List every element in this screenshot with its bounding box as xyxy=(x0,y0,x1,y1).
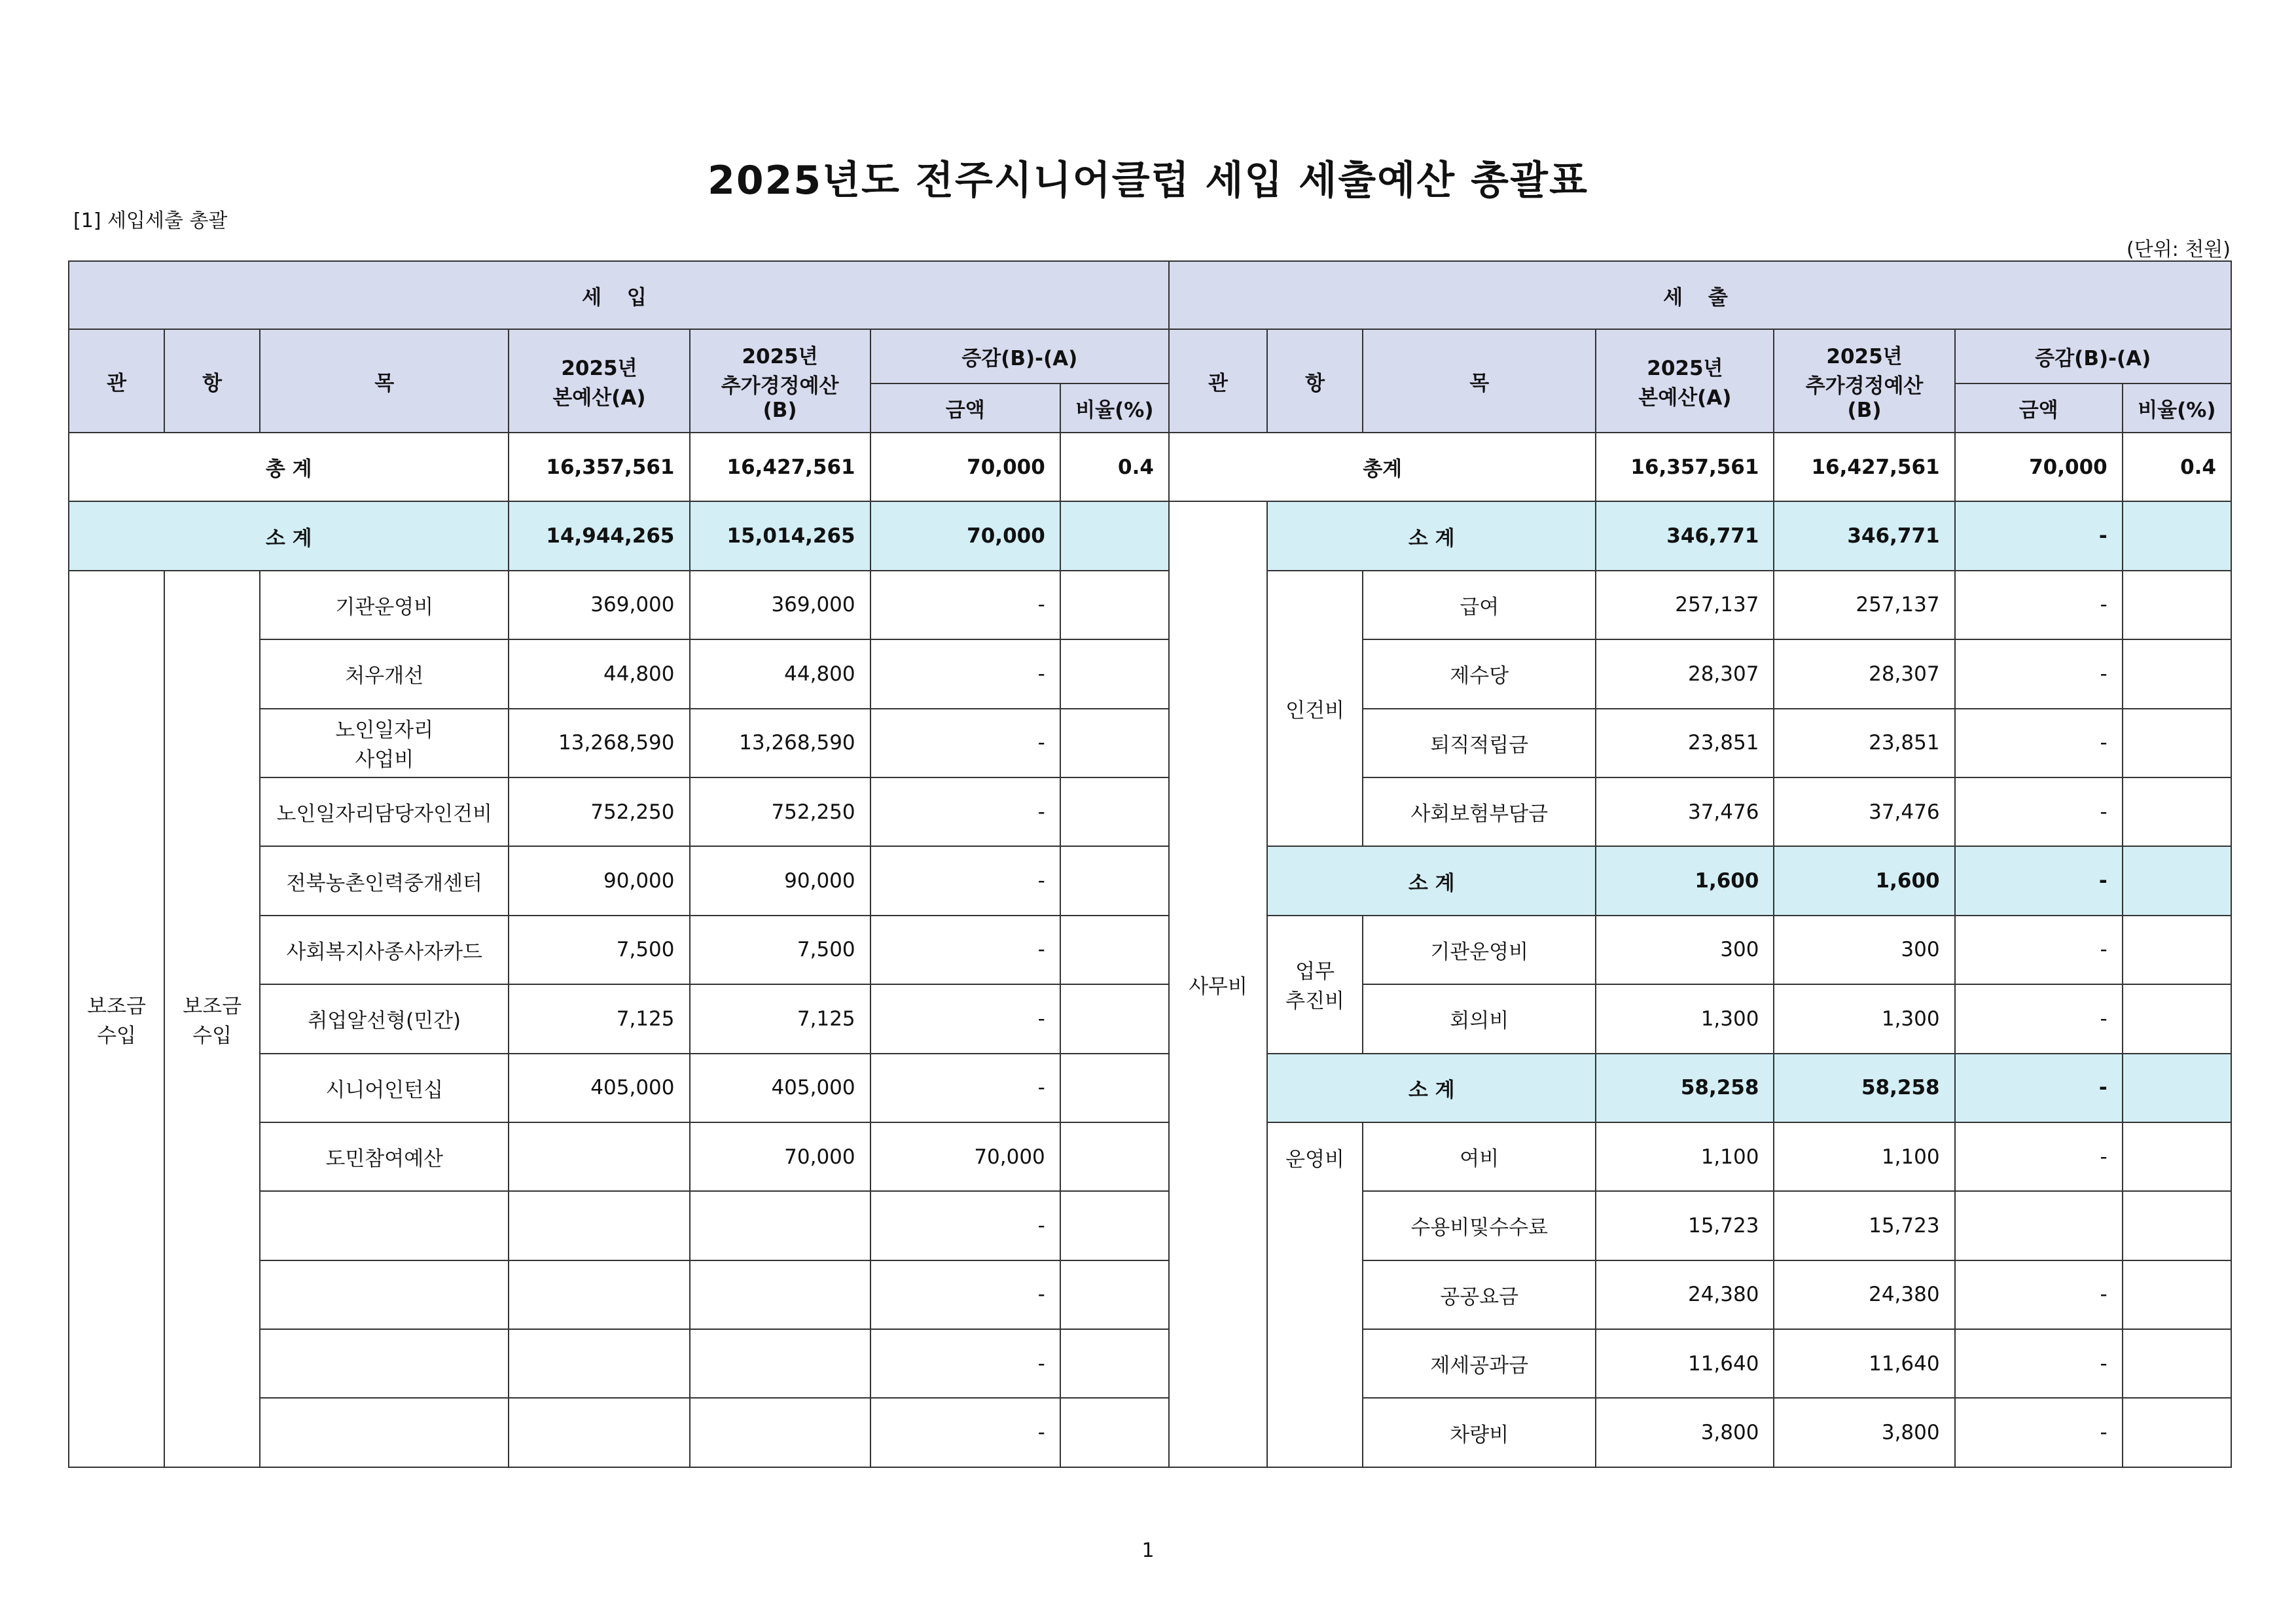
rev-total-b: 16,427,561 xyxy=(690,433,870,501)
exp-amount: - xyxy=(1955,984,2123,1053)
revenue-header: 세 입 xyxy=(69,261,1169,329)
rev-b: 7,125 xyxy=(690,984,870,1053)
exp-b: 1,300 xyxy=(1774,984,1954,1053)
exp-mok: 수용비및수수료 xyxy=(1363,1191,1596,1260)
rev-amount: - xyxy=(870,1398,1060,1467)
exp-a: 37,476 xyxy=(1596,777,1774,846)
rev-col-gwan: 관 xyxy=(69,329,164,433)
exp-b: 23,851 xyxy=(1774,709,1954,777)
exp-gwan: 사무비 xyxy=(1169,501,1267,1467)
rev-ratio xyxy=(1060,846,1169,915)
exp-ratio xyxy=(2123,1122,2231,1191)
rev-col-budget-a xyxy=(509,329,689,433)
rev-total-label: 총 계 xyxy=(69,433,509,501)
exp-subtotal-a: 58,258 xyxy=(1596,1054,1774,1122)
page-number: 1 xyxy=(1141,1539,1155,1562)
rev-b: 44,800 xyxy=(690,639,870,708)
exp-total-a: 16,357,561 xyxy=(1596,433,1774,501)
rev-amount: - xyxy=(870,1329,1060,1398)
exp-a: 257,137 xyxy=(1596,571,1774,639)
exp-subtotal-amount: - xyxy=(1955,846,2123,915)
exp-col-budget-a-year: 2025년 xyxy=(1647,357,1723,381)
exp-amount: - xyxy=(1955,1329,2123,1398)
rev-a: 405,000 xyxy=(509,1054,689,1122)
rev-total-amount: 70,000 xyxy=(870,433,1060,501)
rev-mok: 전북농촌인력중개센터 xyxy=(260,846,509,915)
rev-amount: - xyxy=(870,571,1060,639)
exp-subtotal-b: 346,771 xyxy=(1774,501,1954,570)
rev-hang: 보조금 수입 xyxy=(164,571,260,1467)
exp-a: 28,307 xyxy=(1596,639,1774,708)
exp-mok: 제세공과금 xyxy=(1363,1329,1596,1398)
exp-subtotal-amount: - xyxy=(1955,1054,2123,1122)
exp-mok: 차량비 xyxy=(1363,1398,1596,1467)
rev-ratio xyxy=(1060,571,1169,639)
exp-subtotal-a: 1,600 xyxy=(1596,846,1774,915)
exp-total-label: 총계 xyxy=(1169,433,1596,501)
table-row xyxy=(69,846,2231,915)
rev-a: 7,125 xyxy=(509,984,689,1053)
rev-ratio xyxy=(1060,1398,1169,1467)
exp-amount: - xyxy=(1955,639,2123,708)
exp-amount: - xyxy=(1955,709,2123,777)
exp-col-amount: 금액 xyxy=(1955,383,2123,433)
exp-mok: 기관운영비 xyxy=(1363,916,1596,984)
exp-col-mok: 목 xyxy=(1363,329,1596,433)
rev-mok: 도민참여예산 xyxy=(260,1122,509,1191)
rev-b: 7,500 xyxy=(690,916,870,984)
exp-col-budget-b xyxy=(1774,329,1954,433)
exp-hang: 운영비 xyxy=(1267,1122,1363,1467)
rev-amount: - xyxy=(870,777,1060,846)
exp-a: 15,723 xyxy=(1596,1191,1774,1260)
rev-subtotal-label: 소 계 xyxy=(69,501,509,570)
exp-amount: - xyxy=(1955,1398,2123,1467)
budget-summary-table xyxy=(68,260,2232,1468)
page-title: 2025년도 전주시니어클럽 세입 세출예산 총괄표 xyxy=(708,158,1588,204)
exp-subtotal-label: 소 계 xyxy=(1267,846,1596,915)
exp-b: 37,476 xyxy=(1774,777,1954,846)
exp-a: 300 xyxy=(1596,916,1774,984)
rev-a: 7,500 xyxy=(509,916,689,984)
exp-subtotal-b: 58,258 xyxy=(1774,1054,1954,1122)
rev-a: 90,000 xyxy=(509,846,689,915)
rev-b: 752,250 xyxy=(690,777,870,846)
exp-mok: 사회보험부담금 xyxy=(1363,777,1596,846)
exp-a: 11,640 xyxy=(1596,1329,1774,1398)
rev-b xyxy=(690,1329,870,1398)
table-row xyxy=(69,709,2231,777)
exp-hang: 인건비 xyxy=(1267,571,1363,847)
exp-subtotal-a: 346,771 xyxy=(1596,501,1774,570)
rev-b xyxy=(690,1260,870,1329)
exp-ratio xyxy=(2123,916,2231,984)
rev-total-ratio: 0.4 xyxy=(1060,433,1169,501)
rev-total-a: 16,357,561 xyxy=(509,433,689,501)
exp-mok: 여비 xyxy=(1363,1122,1596,1191)
exp-b: 24,380 xyxy=(1774,1260,1954,1329)
table-row xyxy=(69,571,2231,639)
exp-ratio xyxy=(2123,1260,2231,1329)
exp-amount: - xyxy=(1955,916,2123,984)
rev-a: 752,250 xyxy=(509,777,689,846)
exp-col-change: 증감(B)-(A) xyxy=(1955,329,2231,383)
exp-b: 257,137 xyxy=(1774,571,1954,639)
exp-subtotal-b: 1,600 xyxy=(1774,846,1954,915)
exp-col-budget-a-name: 본예산(A) xyxy=(1638,386,1732,410)
rev-mok xyxy=(260,1260,509,1329)
rev-mok: 취업알선형(민간) xyxy=(260,984,509,1053)
exp-mok: 공공요금 xyxy=(1363,1260,1596,1329)
table-row xyxy=(69,1260,2231,1329)
exp-amount: - xyxy=(1955,1260,2123,1329)
rev-ratio xyxy=(1060,1329,1169,1398)
exp-amount: - xyxy=(1955,571,2123,639)
rev-col-budget-b-year: 2025년 xyxy=(742,345,818,369)
rev-amount: - xyxy=(870,846,1060,915)
rev-col-hang: 항 xyxy=(164,329,260,433)
rev-ratio xyxy=(1060,709,1169,777)
exp-col-hang: 항 xyxy=(1267,329,1363,433)
rev-amount: - xyxy=(870,984,1060,1053)
exp-b: 3,800 xyxy=(1774,1398,1954,1467)
exp-col-budget-b-name: 추가경정예산(B) xyxy=(1805,374,1924,423)
rev-amount: - xyxy=(870,639,1060,708)
rev-mok xyxy=(260,1191,509,1260)
exp-a: 1,300 xyxy=(1596,984,1774,1053)
rev-subtotal-ratio xyxy=(1060,501,1169,570)
exp-subtotal-ratio xyxy=(2123,1054,2231,1122)
exp-total-amount: 70,000 xyxy=(1955,433,2123,501)
table-row xyxy=(69,1122,2231,1191)
rev-a: 44,800 xyxy=(509,639,689,708)
rev-ratio xyxy=(1060,916,1169,984)
exp-mok: 회의비 xyxy=(1363,984,1596,1053)
exp-col-budget-a xyxy=(1596,329,1774,433)
exp-subtotal-ratio xyxy=(2123,846,2231,915)
rev-mok: 기관운영비 xyxy=(260,571,509,639)
rev-amount: - xyxy=(870,1054,1060,1122)
exp-col-ratio: 비율(%) xyxy=(2123,383,2231,433)
exp-ratio xyxy=(2123,571,2231,639)
unit-label: (단위: 천원) xyxy=(2126,238,2231,261)
rev-subtotal-amount: 70,000 xyxy=(870,501,1060,570)
rev-mok xyxy=(260,1398,509,1467)
rev-mok: 노인일자리 사업비 xyxy=(260,709,509,777)
exp-ratio xyxy=(2123,709,2231,777)
exp-b: 28,307 xyxy=(1774,639,1954,708)
rev-a xyxy=(509,1329,689,1398)
rev-ratio xyxy=(1060,639,1169,708)
rev-gwan: 보조금 수입 xyxy=(69,571,164,1467)
section-label: [1] 세입세출 총괄 xyxy=(73,209,228,232)
table-row xyxy=(69,639,2231,708)
table-row xyxy=(69,1329,2231,1398)
exp-total-ratio: 0.4 xyxy=(2123,433,2231,501)
exp-a: 24,380 xyxy=(1596,1260,1774,1329)
exp-mok: 급여 xyxy=(1363,571,1596,639)
rev-subtotal-a: 14,944,265 xyxy=(509,501,689,570)
rev-mok: 노인일자리담당자인건비 xyxy=(260,777,509,846)
rev-col-mok: 목 xyxy=(260,329,509,433)
exp-col-gwan: 관 xyxy=(1169,329,1267,433)
table-row xyxy=(69,1398,2231,1467)
exp-total-b: 16,427,561 xyxy=(1774,433,1954,501)
exp-mok: 퇴직적립금 xyxy=(1363,709,1596,777)
rev-amount: - xyxy=(870,916,1060,984)
exp-amount: - xyxy=(1955,777,2123,846)
rev-amount: 70,000 xyxy=(870,1122,1060,1191)
rev-col-budget-b xyxy=(690,329,870,433)
rev-amount: - xyxy=(870,1260,1060,1329)
rev-ratio xyxy=(1060,1191,1169,1260)
exp-ratio xyxy=(2123,984,2231,1053)
rev-mok: 사회복지사종사자카드 xyxy=(260,916,509,984)
exp-ratio xyxy=(2123,777,2231,846)
rev-mok: 시니어인턴십 xyxy=(260,1054,509,1122)
exp-a: 23,851 xyxy=(1596,709,1774,777)
rev-col-budget-a-year: 2025년 xyxy=(561,357,637,381)
rev-b: 90,000 xyxy=(690,846,870,915)
rev-a xyxy=(509,1260,689,1329)
table-row xyxy=(69,1054,2231,1122)
table-row xyxy=(69,916,2231,984)
exp-subtotal-label: 소 계 xyxy=(1267,1054,1596,1122)
table-row xyxy=(69,984,2231,1053)
rev-b: 70,000 xyxy=(690,1122,870,1191)
rev-b xyxy=(690,1191,870,1260)
exp-subtotal-amount: - xyxy=(1955,501,2123,570)
exp-col-budget-b-year: 2025년 xyxy=(1826,345,1903,369)
rev-a xyxy=(509,1122,689,1191)
exp-ratio xyxy=(2123,1329,2231,1398)
exp-ratio xyxy=(2123,1398,2231,1467)
rev-ratio xyxy=(1060,1054,1169,1122)
rev-col-amount: 금액 xyxy=(870,383,1060,433)
table-row xyxy=(69,777,2231,846)
expense-header: 세 출 xyxy=(1169,261,2231,329)
rev-mok xyxy=(260,1329,509,1398)
exp-amount: - xyxy=(1955,1122,2123,1191)
rev-ratio xyxy=(1060,984,1169,1053)
exp-mok: 제수당 xyxy=(1363,639,1596,708)
exp-b: 15,723 xyxy=(1774,1191,1954,1260)
exp-b: 1,100 xyxy=(1774,1122,1954,1191)
rev-ratio xyxy=(1060,777,1169,846)
rev-col-ratio: 비율(%) xyxy=(1060,383,1169,433)
rev-b: 369,000 xyxy=(690,571,870,639)
rev-b xyxy=(690,1398,870,1467)
rev-subtotal-b: 15,014,265 xyxy=(690,501,870,570)
table-row xyxy=(69,433,2231,501)
exp-hang: 업무 추진비 xyxy=(1267,916,1363,1054)
rev-ratio xyxy=(1060,1260,1169,1329)
rev-b: 405,000 xyxy=(690,1054,870,1122)
rev-a: 369,000 xyxy=(509,571,689,639)
rev-ratio xyxy=(1060,1122,1169,1191)
rev-amount: - xyxy=(870,1191,1060,1260)
rev-b: 13,268,590 xyxy=(690,709,870,777)
rev-a: 13,268,590 xyxy=(509,709,689,777)
table-row xyxy=(69,1191,2231,1260)
rev-col-budget-b-name: 추가경정예산(B) xyxy=(721,374,839,423)
exp-b: 300 xyxy=(1774,916,1954,984)
rev-mok: 처우개선 xyxy=(260,639,509,708)
exp-ratio xyxy=(2123,639,2231,708)
rev-amount: - xyxy=(870,709,1060,777)
rev-a xyxy=(509,1398,689,1467)
rev-col-change: 증감(B)-(A) xyxy=(870,329,1169,383)
exp-ratio xyxy=(2123,1191,2231,1260)
exp-subtotal-ratio xyxy=(2123,501,2231,570)
rev-col-budget-a-name: 본예산(A) xyxy=(552,386,646,410)
exp-amount xyxy=(1955,1191,2123,1260)
exp-subtotal-label: 소 계 xyxy=(1267,501,1596,570)
exp-b: 11,640 xyxy=(1774,1329,1954,1398)
table-row xyxy=(69,501,2231,570)
exp-a: 3,800 xyxy=(1596,1398,1774,1467)
rev-a xyxy=(509,1191,689,1260)
exp-a: 1,100 xyxy=(1596,1122,1774,1191)
